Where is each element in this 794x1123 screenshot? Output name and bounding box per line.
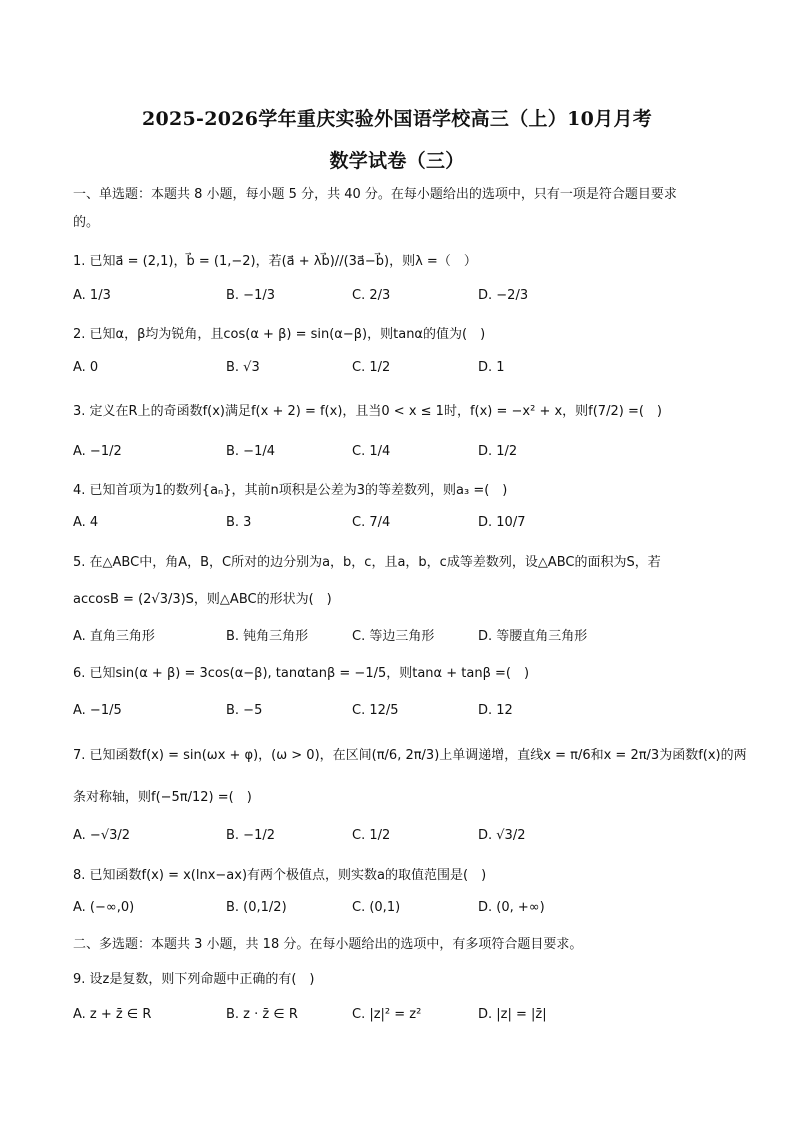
question-5-stem: 5. 在△ABC中，角A，B，C所对的边分别为a，b，c，且a，b，c成等差数列，设△ABC的面积为S，若 xyxy=(73,555,661,570)
option-c: C. 12/5 xyxy=(352,703,399,718)
option-d: D. 12 xyxy=(478,703,513,718)
option-d: D. 1 xyxy=(478,360,505,375)
option-b: B. −1/4 xyxy=(226,444,275,459)
option-a: A. 1/3 xyxy=(73,288,111,303)
option-b: B. 3 xyxy=(226,515,252,530)
option-c: C. 1/2 xyxy=(352,828,391,843)
option-b: B. z · z̄ ∈ R xyxy=(226,1007,298,1022)
option-c: C. (0,1) xyxy=(352,900,401,915)
option-b: B. −1/3 xyxy=(226,288,275,303)
question-1-stem: 1. 已知a⃗ = (2,1)，b⃗ = (1,−2)，若(a⃗ + λb⃗)//(3a⃗−b⃗)，则λ =（ ） xyxy=(73,254,477,269)
question-6-options xyxy=(73,703,733,725)
option-d: D. √3/2 xyxy=(478,828,526,843)
option-d: D. 1/2 xyxy=(478,444,518,459)
question-5-stem-cont: accosB = (2√3/3)S，则△ABC的形状为( ) xyxy=(73,592,332,607)
section-header-single: 一、单选题：本题共 8 小题，每小题 5 分，共 40 分。在每小题给出的选项中，只有一项是符合题目要求 xyxy=(73,187,677,202)
page-title: 2025-2026学年重庆实验外国语学校高三（上）10月月考 xyxy=(141,108,653,130)
option-c: C. 7/4 xyxy=(352,515,391,530)
option-d: D. |z| = |z̄| xyxy=(478,1007,547,1022)
option-a: A. −√3/2 xyxy=(73,828,131,843)
question-5-options xyxy=(73,625,733,647)
option-a: A. −1/5 xyxy=(73,703,122,718)
option-d: D. 10/7 xyxy=(478,515,526,530)
question-7-options xyxy=(73,828,733,850)
question-7-stem-cont: 条对称轴，则f(−5π/12) =( ) xyxy=(73,790,252,805)
question-4-stem: 4. 已知首项为1的数列{aₙ}，其前n项积是公差为3的等差数列，则a₃ =( ) xyxy=(73,483,508,498)
option-a: A. 0 xyxy=(73,360,99,375)
option-a: A. 直角三角形 xyxy=(73,629,155,644)
option-a: A. 4 xyxy=(73,515,99,530)
option-b: B. −1/2 xyxy=(226,828,275,843)
section-header-multi: 二、多选题：本题共 3 小题，共 18 分。在每小题给出的选项中，有多项符合题目要求。 xyxy=(73,937,583,952)
page-subtitle: 数学试卷（三） xyxy=(329,150,465,172)
question-9-options xyxy=(73,1007,733,1029)
option-b: B. (0,1/2) xyxy=(226,900,287,915)
question-9-stem: 9. 设z是复数，则下列命题中正确的有( ) xyxy=(73,972,315,987)
option-d: D. −2/3 xyxy=(478,288,529,303)
question-2-stem: 2. 已知α，β均为锐角，且cos(α + β) = sin(α−β)，则tanα的值为( ) xyxy=(73,327,486,342)
option-b: B. 钝角三角形 xyxy=(226,629,309,644)
question-8-options xyxy=(73,900,733,922)
question-7-stem: 7. 已知函数f(x) = sin(ωx + φ)，(ω > 0)，在区间(π/6, 2π/3)上单调递增，直线x = π/6和x = 2π/3为函数f(x)的两 xyxy=(73,748,747,763)
option-b: B. √3 xyxy=(226,360,260,375)
question-3-stem: 3. 定义在R上的奇函数f(x)满足f(x + 2) = f(x)，且当0 < x ≤ 1时，f(x) = −x² + x，则f(7/2) =( ) xyxy=(73,404,662,419)
option-a: A. (−∞,0) xyxy=(73,900,135,915)
option-d: D. (0, +∞) xyxy=(478,900,545,915)
option-a: A. −1/2 xyxy=(73,444,122,459)
question-6-stem: 6. 已知sin(α + β) = 3cos(α−β), tanαtanβ = −1/5，则tanα + tanβ =( ) xyxy=(73,666,530,681)
option-a: A. z + z̄ ∈ R xyxy=(73,1007,152,1022)
question-2-options xyxy=(73,360,733,382)
option-c: C. 1/4 xyxy=(352,444,391,459)
question-1-options xyxy=(73,288,733,310)
option-c: C. |z|² = z² xyxy=(352,1007,422,1022)
section-header-single-cont: 的。 xyxy=(73,215,100,230)
question-4-options xyxy=(73,515,733,537)
option-b: B. −5 xyxy=(226,703,263,718)
option-c: C. 等边三角形 xyxy=(352,629,435,644)
option-c: C. 1/2 xyxy=(352,360,391,375)
question-8-stem: 8. 已知函数f(x) = x(lnx−ax)有两个极值点，则实数a的取值范围是( ) xyxy=(73,868,487,883)
option-d: D. 等腰直角三角形 xyxy=(478,629,588,644)
option-c: C. 2/3 xyxy=(352,288,391,303)
question-3-options xyxy=(73,444,733,466)
